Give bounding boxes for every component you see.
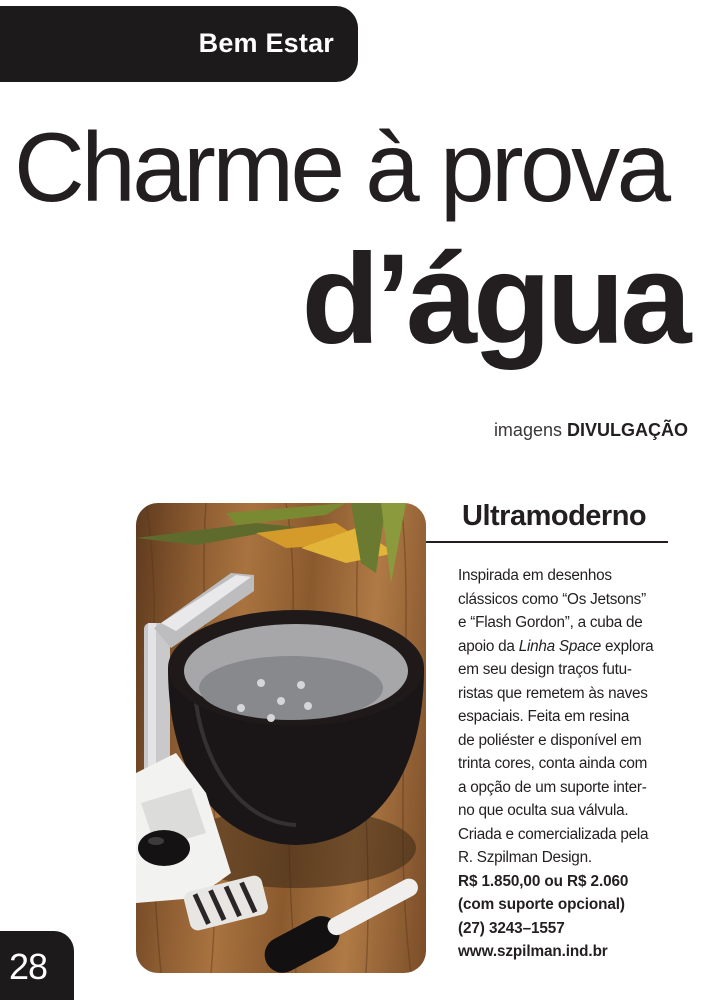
title-divider [426,541,668,543]
credit-name: DIVULGAÇÃO [567,420,688,440]
body-line: ristas que remetem às naves [458,684,648,702]
body-line: Criada e comercializada pela [458,825,649,843]
article-title: Ultramoderno [462,500,647,532]
page-number: 28 [9,946,48,987]
section-tab [0,6,358,82]
price-note: (com suporte opcional) [458,896,625,913]
image-credit [494,420,688,441]
body-line: espaciais. Feita em resina [458,708,630,725]
body-text-segment: apoio da [458,637,519,655]
body-line: e “Flash Gordon”, a cuba de [458,614,643,631]
body-line: de poliéster e disponível em [458,731,642,749]
page-number-tab [0,931,74,1000]
headline-line-1: Charme à prova [14,112,668,222]
body-line: trinta cores, conta ainda com [458,755,648,772]
body-line: a opção de um suporte inter- [458,778,647,796]
body-line: Inspirada em desenhos [458,567,612,584]
section-label: Bem Estar [198,28,334,58]
price: R$ 1.850,00 ou R$ 2.060 [458,872,629,890]
headline-line-2: d’água [301,228,687,371]
phone-number: (27) 3243–1557 [458,919,565,937]
body-line: no que oculta sua válvula. [458,802,629,819]
credit-prefix: imagens [493,420,562,440]
product-photo [136,503,426,973]
body-line: em seu design traços futu- [458,661,632,678]
product-line-name: Linha Space [518,637,602,655]
body-text-segment: explora [601,637,654,655]
website-link: www.szpilman.ind.br [458,943,608,960]
body-line: R. Szpilman Design. [458,849,592,866]
washbasin-illustration [136,503,426,973]
body-line: clássicos como “Os Jetsons” [458,590,646,608]
body-line [458,635,694,659]
article-body [458,564,694,964]
